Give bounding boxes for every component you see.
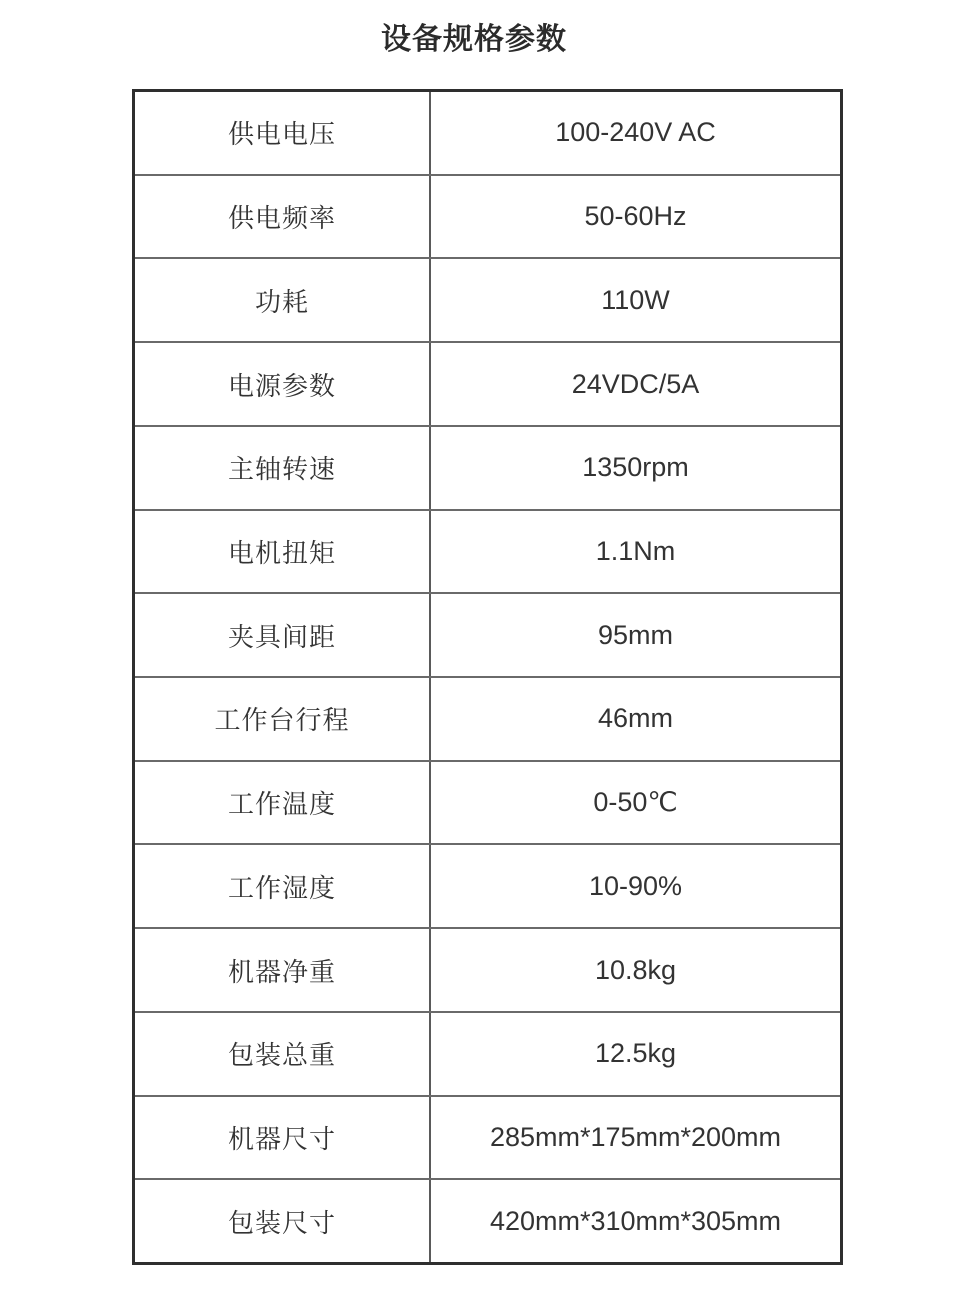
spec-value: 50-60Hz bbox=[584, 201, 687, 232]
spec-value: 95mm bbox=[597, 619, 673, 650]
spec-label: 工作台行程 bbox=[135, 678, 431, 760]
table-row bbox=[135, 92, 840, 174]
spec-label: 功耗 bbox=[135, 259, 431, 341]
page-title: 设备规格参数 bbox=[381, 22, 567, 57]
table-row bbox=[135, 843, 840, 927]
spec-value: 100-240V AC bbox=[555, 117, 716, 148]
table-row bbox=[135, 760, 840, 844]
table-row bbox=[135, 1095, 840, 1179]
spec-label: 工作湿度 bbox=[135, 845, 431, 927]
spec-label: 供电电压 bbox=[135, 92, 431, 174]
spec-label: 电源参数 bbox=[135, 343, 431, 425]
spec-value: 420mm*310mm*305mm bbox=[489, 1205, 782, 1236]
spec-value: 0-50℃ bbox=[593, 787, 678, 818]
table-row bbox=[135, 257, 840, 341]
spec-label: 夹具间距 bbox=[135, 594, 431, 676]
spec-label: 机器净重 bbox=[135, 929, 431, 1011]
spec-value: 24VDC/5A bbox=[571, 368, 700, 399]
spec-value: 285mm*175mm*200mm bbox=[489, 1121, 782, 1152]
spec-table bbox=[132, 89, 843, 1265]
spec-value: 10-90% bbox=[588, 870, 683, 901]
table-row bbox=[135, 592, 840, 676]
table-row bbox=[135, 341, 840, 425]
table-row bbox=[135, 676, 840, 760]
table-row bbox=[135, 509, 840, 593]
spec-value: 12.5kg bbox=[594, 1038, 677, 1069]
spec-label: 主轴转速 bbox=[135, 427, 431, 509]
table-row bbox=[135, 174, 840, 258]
spec-label: 机器尺寸 bbox=[135, 1097, 431, 1179]
table-row bbox=[135, 1011, 840, 1095]
table-row bbox=[135, 425, 840, 509]
spec-value: 46mm bbox=[597, 703, 673, 734]
spec-label: 供电频率 bbox=[135, 176, 431, 258]
table-row bbox=[135, 927, 840, 1011]
table-row bbox=[135, 1178, 840, 1262]
spec-label: 包装总重 bbox=[135, 1013, 431, 1095]
spec-label: 包装尺寸 bbox=[135, 1180, 431, 1262]
spec-value: 1.1Nm bbox=[595, 535, 676, 566]
spec-value: 110W bbox=[601, 284, 670, 315]
spec-value: 1350rpm bbox=[582, 452, 689, 483]
spec-value: 10.8kg bbox=[594, 954, 677, 985]
spec-label: 工作温度 bbox=[135, 762, 431, 844]
spec-label: 电机扭矩 bbox=[135, 511, 431, 593]
